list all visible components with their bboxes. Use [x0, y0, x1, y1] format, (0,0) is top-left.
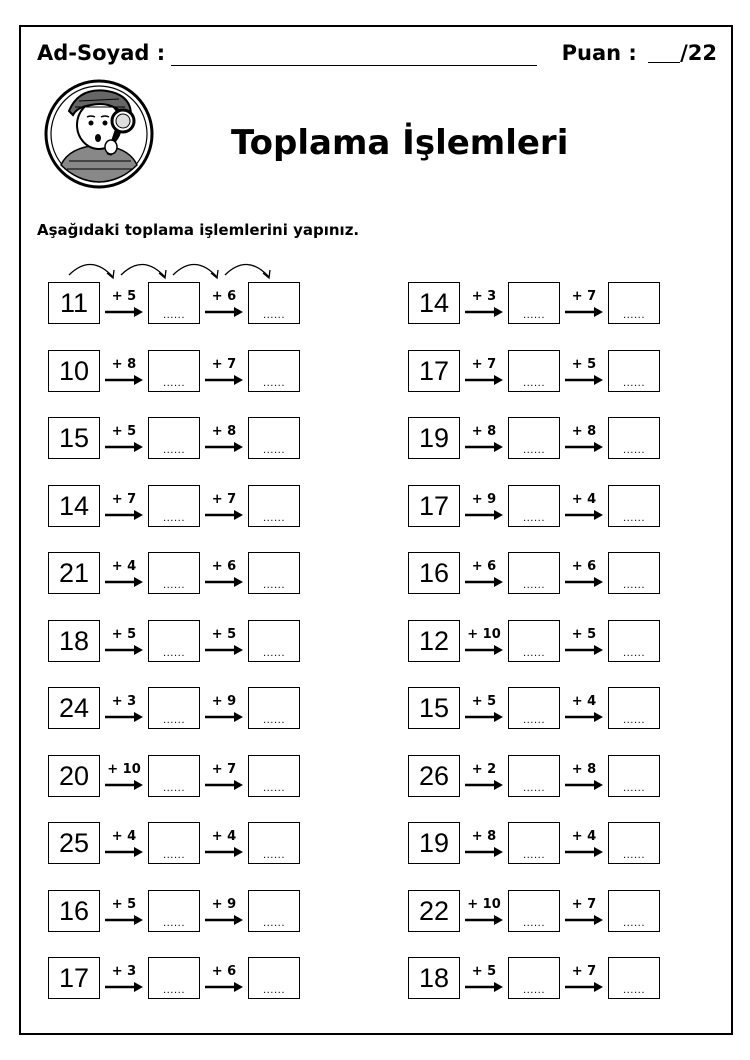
right-arrow-icon — [464, 779, 504, 791]
answer-box-one[interactable] — [508, 822, 560, 864]
answer-placeholder: ...... — [162, 985, 186, 996]
answer-box-one[interactable] — [508, 957, 560, 999]
answer-placeholder: ...... — [262, 377, 286, 389]
answer-placeholder: ...... — [622, 377, 646, 389]
step-two — [204, 289, 244, 319]
right-arrow-icon — [104, 644, 144, 656]
start-number: 15 — [408, 687, 460, 729]
right-arrow-icon — [204, 846, 244, 858]
step-two-label: + 7 — [211, 356, 237, 372]
step-two — [564, 559, 604, 589]
start-number: 26 — [408, 755, 460, 797]
answer-box-two[interactable] — [248, 890, 300, 932]
answer-placeholder: ...... — [522, 917, 546, 929]
start-number: 25 — [48, 822, 100, 864]
step-one — [464, 694, 504, 724]
answer-placeholder: ...... — [262, 782, 286, 794]
answer-placeholder: ...... — [262, 985, 286, 996]
answer-box-two[interactable] — [608, 755, 660, 797]
right-arrow-icon — [564, 914, 604, 926]
addition-chain — [48, 887, 368, 955]
step-one-label: + 8 — [471, 424, 497, 439]
right-arrow-icon — [104, 374, 144, 386]
answer-box-one[interactable] — [148, 890, 200, 932]
addition-chain — [48, 279, 368, 347]
step-two — [204, 627, 244, 657]
right-arrow-icon — [464, 374, 504, 386]
start-number: 14 — [408, 282, 460, 324]
answer-placeholder: ...... — [162, 445, 186, 456]
instruction-text: Aşağıdaki toplama işlemlerini yapınız. — [37, 221, 360, 239]
step-two-label: + 8 — [571, 761, 597, 777]
answer-placeholder: ...... — [262, 850, 286, 861]
score-total: /22 — [680, 41, 717, 65]
right-arrow-icon — [564, 509, 604, 521]
answer-placeholder: ...... — [262, 445, 286, 456]
step-two-label: + 8 — [571, 424, 597, 439]
addition-chain — [48, 347, 368, 415]
start-number: 20 — [48, 755, 100, 797]
answer-placeholder: ...... — [162, 377, 186, 389]
step-one — [104, 762, 144, 792]
right-arrow-icon — [104, 576, 144, 588]
answer-placeholder: ...... — [162, 850, 186, 861]
answer-placeholder: ...... — [522, 782, 546, 794]
right-arrow-icon — [204, 306, 244, 318]
step-one — [104, 964, 144, 994]
answer-box-one[interactable] — [508, 755, 560, 797]
right-column — [408, 279, 728, 1022]
name-field[interactable] — [171, 65, 537, 66]
right-arrow-icon — [464, 441, 504, 453]
answer-box-two[interactable] — [248, 755, 300, 797]
step-two — [204, 694, 244, 724]
answer-placeholder: ...... — [622, 580, 646, 591]
detective-boy-magnifier-icon — [39, 77, 161, 189]
answer-box-one[interactable] — [508, 282, 560, 324]
step-two-label: + 7 — [211, 761, 237, 777]
addition-chain — [408, 617, 728, 685]
step-two-label: + 7 — [571, 964, 597, 979]
start-number: 10 — [48, 350, 100, 392]
answer-placeholder: ...... — [622, 310, 646, 321]
start-number: 18 — [408, 957, 460, 999]
addition-chain — [48, 752, 368, 820]
answer-placeholder: ...... — [522, 647, 546, 659]
addition-chain — [408, 819, 728, 887]
left-column — [48, 279, 368, 1022]
answer-placeholder: ...... — [162, 715, 186, 726]
right-arrow-icon — [104, 306, 144, 318]
step-one — [464, 964, 504, 994]
start-number: 16 — [408, 552, 460, 594]
step-two — [564, 627, 604, 657]
addition-chain — [48, 684, 368, 752]
answer-box-two[interactable] — [248, 620, 300, 662]
addition-chain — [48, 954, 368, 1022]
step-one-label: + 4 — [111, 559, 137, 574]
step-two — [564, 964, 604, 994]
start-number: 22 — [408, 890, 460, 932]
answer-box-two[interactable] — [608, 552, 660, 594]
right-arrow-icon — [104, 711, 144, 723]
step-one — [464, 357, 504, 387]
step-two-label: + 5 — [211, 626, 237, 642]
step-two-label: + 7 — [571, 289, 597, 304]
step-two — [204, 897, 244, 927]
step-two-label: + 9 — [211, 694, 237, 709]
right-arrow-icon — [104, 509, 144, 521]
page-title: Toplama İşlemleri — [231, 123, 569, 163]
step-two — [564, 357, 604, 387]
start-number: 14 — [48, 485, 100, 527]
answer-placeholder: ...... — [622, 850, 646, 861]
addition-chain — [408, 347, 728, 415]
right-arrow-icon — [464, 711, 504, 723]
step-one — [104, 627, 144, 657]
addition-chain — [48, 549, 368, 617]
step-one-label: + 5 — [111, 626, 137, 642]
step-two-label: + 4 — [571, 491, 597, 507]
right-arrow-icon — [204, 441, 244, 453]
right-arrow-icon — [204, 711, 244, 723]
right-arrow-icon — [104, 981, 144, 993]
score-label: Puan : — [561, 41, 637, 65]
answer-box-two[interactable] — [248, 822, 300, 864]
answer-box-one[interactable] — [508, 890, 560, 932]
right-arrow-icon — [564, 374, 604, 386]
answer-box-two[interactable] — [608, 485, 660, 527]
start-number: 15 — [48, 417, 100, 459]
answer-placeholder: ...... — [262, 917, 286, 929]
right-arrow-icon — [464, 914, 504, 926]
answer-box-two[interactable] — [248, 485, 300, 527]
step-one — [464, 559, 504, 589]
step-one — [464, 492, 504, 522]
step-two — [204, 964, 244, 994]
step-two — [204, 829, 244, 859]
step-one-label: + 10 — [107, 761, 141, 777]
step-two — [564, 762, 604, 792]
right-arrow-icon — [464, 509, 504, 521]
step-one-label: + 4 — [111, 829, 137, 844]
answer-box-one[interactable] — [148, 957, 200, 999]
step-one — [104, 897, 144, 927]
step-one-label: + 2 — [471, 761, 497, 777]
step-two-label: + 6 — [211, 559, 237, 574]
answer-placeholder: ...... — [622, 647, 646, 659]
step-one — [104, 357, 144, 387]
step-one — [464, 627, 504, 657]
step-two — [204, 357, 244, 387]
answer-box-one[interactable] — [508, 485, 560, 527]
answer-box-two[interactable] — [608, 620, 660, 662]
answer-placeholder: ...... — [622, 512, 646, 524]
answer-box-two[interactable] — [608, 957, 660, 999]
step-one-label: + 10 — [467, 896, 501, 912]
answer-box-one[interactable] — [508, 687, 560, 729]
answer-box-one[interactable] — [148, 350, 200, 392]
step-one-label: + 10 — [467, 626, 501, 642]
addition-chain — [408, 279, 728, 347]
step-two-label: + 4 — [571, 829, 597, 844]
step-one-label: + 7 — [111, 491, 137, 507]
step-one-label: + 3 — [471, 289, 497, 304]
worksheet-frame — [19, 25, 733, 1035]
answer-box-two[interactable] — [248, 552, 300, 594]
right-arrow-icon — [104, 914, 144, 926]
answer-placeholder: ...... — [622, 715, 646, 726]
answer-placeholder: ...... — [522, 850, 546, 861]
step-two — [204, 424, 244, 454]
answer-placeholder: ...... — [162, 917, 186, 929]
start-number: 12 — [408, 620, 460, 662]
step-two-label: + 6 — [571, 559, 597, 574]
answer-box-one[interactable] — [508, 417, 560, 459]
addition-chain — [48, 414, 368, 482]
answer-box-one[interactable] — [148, 417, 200, 459]
name-label: Ad-Soyad : — [37, 41, 166, 65]
answer-placeholder: ...... — [262, 512, 286, 524]
addition-chain — [408, 954, 728, 1022]
start-number: 17 — [408, 485, 460, 527]
start-number: 17 — [408, 350, 460, 392]
answer-box-two[interactable] — [608, 687, 660, 729]
answer-placeholder: ...... — [622, 782, 646, 794]
right-arrow-icon — [464, 576, 504, 588]
answer-box-one[interactable] — [148, 687, 200, 729]
answer-box-one[interactable] — [508, 620, 560, 662]
right-arrow-icon — [564, 644, 604, 656]
answer-placeholder: ...... — [522, 445, 546, 456]
start-number: 17 — [48, 957, 100, 999]
answer-box-one[interactable] — [148, 282, 200, 324]
step-one — [104, 559, 144, 589]
start-number: 19 — [408, 417, 460, 459]
answer-box-one[interactable] — [148, 552, 200, 594]
answer-placeholder: ...... — [522, 512, 546, 524]
step-one — [464, 897, 504, 927]
step-two-label: + 4 — [211, 829, 237, 844]
step-one — [104, 694, 144, 724]
answer-placeholder: ...... — [262, 647, 286, 659]
step-one-label: + 6 — [471, 559, 497, 574]
answer-placeholder: ...... — [622, 985, 646, 996]
right-arrow-icon — [564, 306, 604, 318]
step-two-label: + 7 — [211, 491, 237, 507]
step-one-label: + 5 — [111, 289, 137, 304]
answer-box-one[interactable] — [148, 822, 200, 864]
answer-placeholder: ...... — [522, 310, 546, 321]
answer-box-two[interactable] — [248, 417, 300, 459]
step-one-label: + 3 — [111, 964, 137, 979]
right-arrow-icon — [464, 846, 504, 858]
addition-chain — [408, 887, 728, 955]
step-one-label: + 5 — [471, 964, 497, 979]
answer-placeholder: ...... — [162, 580, 186, 591]
right-arrow-icon — [464, 981, 504, 993]
answer-box-two[interactable] — [248, 957, 300, 999]
step-one — [464, 829, 504, 859]
right-arrow-icon — [204, 374, 244, 386]
right-arrow-icon — [204, 509, 244, 521]
answer-placeholder: ...... — [162, 310, 186, 321]
step-two — [204, 762, 244, 792]
right-arrow-icon — [104, 779, 144, 791]
answer-placeholder: ...... — [262, 580, 286, 591]
step-one-label: + 9 — [471, 491, 497, 507]
answer-placeholder: ...... — [522, 985, 546, 996]
answer-box-two[interactable] — [248, 282, 300, 324]
answer-box-two[interactable] — [248, 350, 300, 392]
answer-placeholder: ...... — [262, 310, 286, 321]
score-field[interactable] — [648, 62, 680, 63]
answer-box-two[interactable] — [608, 417, 660, 459]
addition-chain — [408, 549, 728, 617]
right-arrow-icon — [564, 711, 604, 723]
right-arrow-icon — [564, 981, 604, 993]
step-two — [204, 492, 244, 522]
step-one — [464, 762, 504, 792]
step-two-label: + 8 — [211, 424, 237, 439]
answer-placeholder: ...... — [622, 445, 646, 456]
right-arrow-icon — [104, 846, 144, 858]
addition-chain — [408, 684, 728, 752]
step-one-label: + 5 — [471, 694, 497, 709]
step-one-label: + 5 — [111, 896, 137, 912]
addition-chain — [408, 482, 728, 550]
answer-placeholder: ...... — [162, 782, 186, 794]
right-arrow-icon — [204, 576, 244, 588]
addition-chain — [408, 414, 728, 482]
right-arrow-icon — [564, 441, 604, 453]
answer-placeholder: ...... — [522, 715, 546, 726]
start-number: 21 — [48, 552, 100, 594]
start-number: 19 — [408, 822, 460, 864]
step-one — [104, 829, 144, 859]
step-one — [464, 424, 504, 454]
answer-box-two[interactable] — [248, 687, 300, 729]
step-two-label: + 6 — [211, 289, 237, 304]
step-two-label: + 5 — [571, 356, 597, 372]
start-number: 18 — [48, 620, 100, 662]
addition-chain — [48, 819, 368, 887]
answer-box-one[interactable] — [148, 620, 200, 662]
addition-chain — [48, 482, 368, 550]
addition-chain — [48, 617, 368, 685]
right-arrow-icon — [564, 846, 604, 858]
step-one-label: + 5 — [111, 424, 137, 439]
answer-placeholder: ...... — [522, 580, 546, 591]
answer-box-two[interactable] — [608, 822, 660, 864]
answer-box-one[interactable] — [148, 485, 200, 527]
step-two-label: + 7 — [571, 896, 597, 912]
step-two-label: + 5 — [571, 626, 597, 642]
step-two — [564, 694, 604, 724]
step-two — [564, 829, 604, 859]
step-two — [564, 424, 604, 454]
step-two — [564, 897, 604, 927]
step-one — [104, 492, 144, 522]
right-arrow-icon — [104, 441, 144, 453]
answer-box-one[interactable] — [508, 350, 560, 392]
right-arrow-icon — [204, 981, 244, 993]
step-two-label: + 4 — [571, 694, 597, 709]
start-number: 11 — [48, 282, 100, 324]
step-one-label: + 7 — [471, 356, 497, 372]
answer-placeholder: ...... — [262, 715, 286, 726]
right-arrow-icon — [564, 576, 604, 588]
step-two-label: + 9 — [211, 896, 237, 912]
step-one-label: + 3 — [111, 694, 137, 709]
answer-placeholder: ...... — [622, 917, 646, 929]
answer-box-two[interactable] — [608, 282, 660, 324]
answer-box-two[interactable] — [608, 350, 660, 392]
answer-placeholder: ...... — [162, 647, 186, 659]
right-arrow-icon — [204, 644, 244, 656]
right-arrow-icon — [204, 914, 244, 926]
start-number: 24 — [48, 687, 100, 729]
addition-chain — [408, 752, 728, 820]
right-arrow-icon — [204, 779, 244, 791]
step-one — [104, 424, 144, 454]
start-number: 16 — [48, 890, 100, 932]
step-two — [564, 289, 604, 319]
right-arrow-icon — [464, 644, 504, 656]
answer-box-one[interactable] — [508, 552, 560, 594]
score-area — [562, 41, 717, 65]
right-arrow-icon — [464, 306, 504, 318]
right-arrow-icon — [564, 779, 604, 791]
step-two — [564, 492, 604, 522]
step-one — [464, 289, 504, 319]
step-one-label: + 8 — [111, 356, 137, 372]
step-two — [204, 559, 244, 589]
step-one — [104, 289, 144, 319]
step-two-label: + 6 — [211, 964, 237, 979]
answer-placeholder: ...... — [522, 377, 546, 389]
answer-box-two[interactable] — [608, 890, 660, 932]
answer-box-one[interactable] — [148, 755, 200, 797]
step-one-label: + 8 — [471, 829, 497, 844]
answer-placeholder: ...... — [162, 512, 186, 524]
